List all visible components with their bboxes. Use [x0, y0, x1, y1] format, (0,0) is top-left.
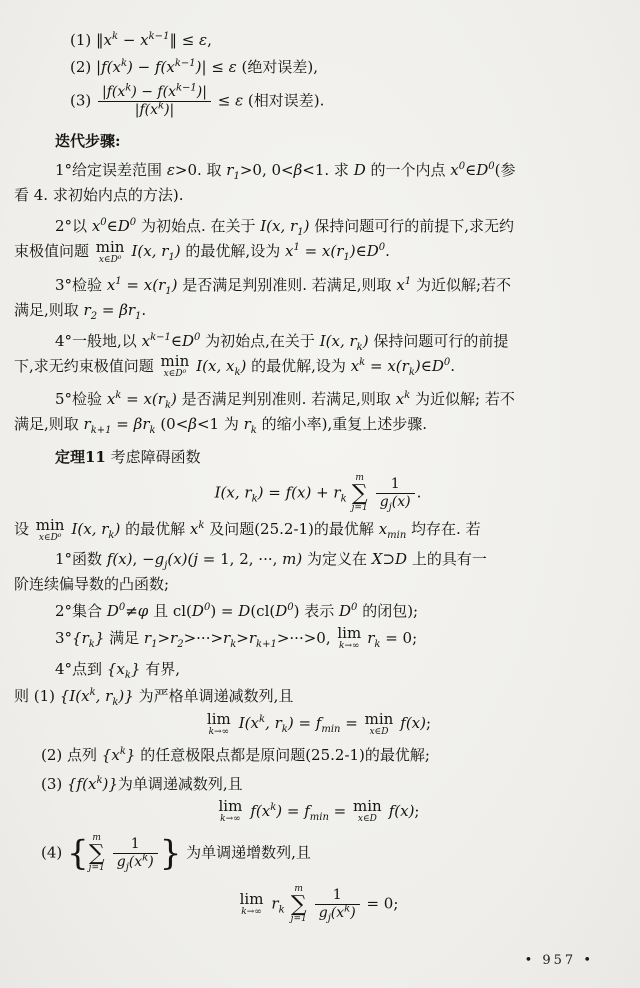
- hypothesis4: 4°点到 $\{x_k\}$ 有界,: [55, 660, 180, 681]
- step4-line1: 4°一般地,以 $x^{k-1}\in D^0$ 为初始点,在关于 I(x, $r_k$) 保持问题可行的前提: [55, 331, 509, 353]
- conclusion-3-formula: lim k→∞ $f(x^k) = f_{min}$ = min x∈D f(x);: [218, 797, 420, 824]
- step3-line2: 满足,则取 $r_2 = \beta r_1$.: [14, 300, 147, 322]
- hypothesis1-line2: 阶连续偏导数的凸函数;: [14, 574, 170, 593]
- step2-line1: 2°以 $x^0\in D^0$ 为初始点. 在关于 I(x, $r_1$) 保持问题可行的前提下,求无约: [55, 217, 514, 238]
- criterion-1: (1) $‖x^k$ − $x^{k-1}‖ \le \varepsilon$,: [70, 31, 212, 49]
- criterion-3: (3) $\frac{|f(x^k) - f(x^{k-1})|}{|f(x^k)|}$ ≤ ε (相对误差).: [70, 82, 325, 118]
- conclusion-3: (3) $\{f(x^k)\}$为单调递减数列,且: [41, 774, 243, 793]
- step5-line2: 满足,则取 $r_{k+1} = \beta r_k$ (0<β<1 为 $r_k$ 的缩小率),重复上述步骤.: [14, 415, 428, 436]
- barrier-function-formula: I(x, $r_k) = f(x) + r_k$ m ∑ j=1 $\frac{1}{g_j(x)}$ .: [214, 473, 422, 513]
- step1-line1: 1°给定误差范围 ε>0. 取 $r_1>0$, 0<β<1. 求 D 的一个内点 $x^0\in D^0$(参: [55, 161, 516, 182]
- conclusion-1-formula: lim k→∞ $I(x^k$, $r_k) = f_{min}$ = min x∈D f(x);: [206, 709, 432, 737]
- step5-line1: 5°检验 $x^k = x(r_k)$ 是否满足判别准则. 若满足,则取 $x^k$ 为近似解; 若不: [55, 390, 515, 411]
- step4-line2: 下,求无约束极值问题 min x∈D⁰ I(x, $x_k$) 的最优解,设为 $x^k$ = $x(r_k)\in D^0$.: [14, 352, 456, 379]
- assumption-line: 设 min x∈D⁰ I(x, $r_k$) 的最优解 $x^k$ 及问题(25.2-1)的最优解 $x_{min}$ 均存在. 若: [14, 515, 481, 543]
- page-number: • 957 •: [524, 953, 594, 968]
- hypothesis3: $3^\circ\{r_k\}$ 满足 $r_1>r_2>\cdot\cdot\cdot>r_k>r_{k+1}>\cdot\cdot\cdot>0$, lim k→∞ $r_k = 0$;: [55, 624, 418, 651]
- theorem-heading: 定理11 考虑障碍函数: [55, 448, 201, 466]
- conclusion-4: (4) { m ∑ j=1 $\frac{1}{g_j(x^k)}$ } 为单调递增数列,且: [41, 833, 311, 874]
- hypothesis2: 2°集合 $D^0\ne\varphi$ 且 $cl(D^0) = D(cl(D^0)$ 表示 $D^0$ 的闭包);: [55, 601, 419, 620]
- conclusion-1: 则 (1) {$I(x^k$, $r_k$)} 为严格单调递减数列,且: [14, 687, 294, 708]
- hypothesis1-line1: 1°函数 f(x), $-g_j(x)(j = 1$, 2, ···, m) 为定义在 X⊃D 上的具有一: [55, 549, 487, 571]
- step3-line1: 3°检验 $x^1 = x(r_1)$ 是否满足判别准则. 若满足,则取 $x^1$ 为近似解;若不: [55, 275, 511, 297]
- criterion-2: (2) $|f(x^k) - f(x^{k-1})| \le \varepsilon$ (绝对误差),: [70, 58, 318, 76]
- step1-line2: 看 4. 求初始内点的方法).: [14, 186, 184, 204]
- conclusion-2: (2) 点列 $\{x^k\}$ 的任意极限点都是原问题(25.2-1)的最优解;: [41, 745, 430, 764]
- step2-line2: 束极值问题 min x∈D⁰ I(x, $r_1$) 的最优解,设为 $x^1$ = $x(r_1)\in D^0$.: [14, 237, 390, 265]
- conclusion-4-formula: lim k→∞ $r_k$ m ∑ j=1 $\frac{1}{g_j(x^k)}$ = 0;: [239, 884, 399, 924]
- steps-heading: 迭代步骤:: [55, 132, 121, 150]
